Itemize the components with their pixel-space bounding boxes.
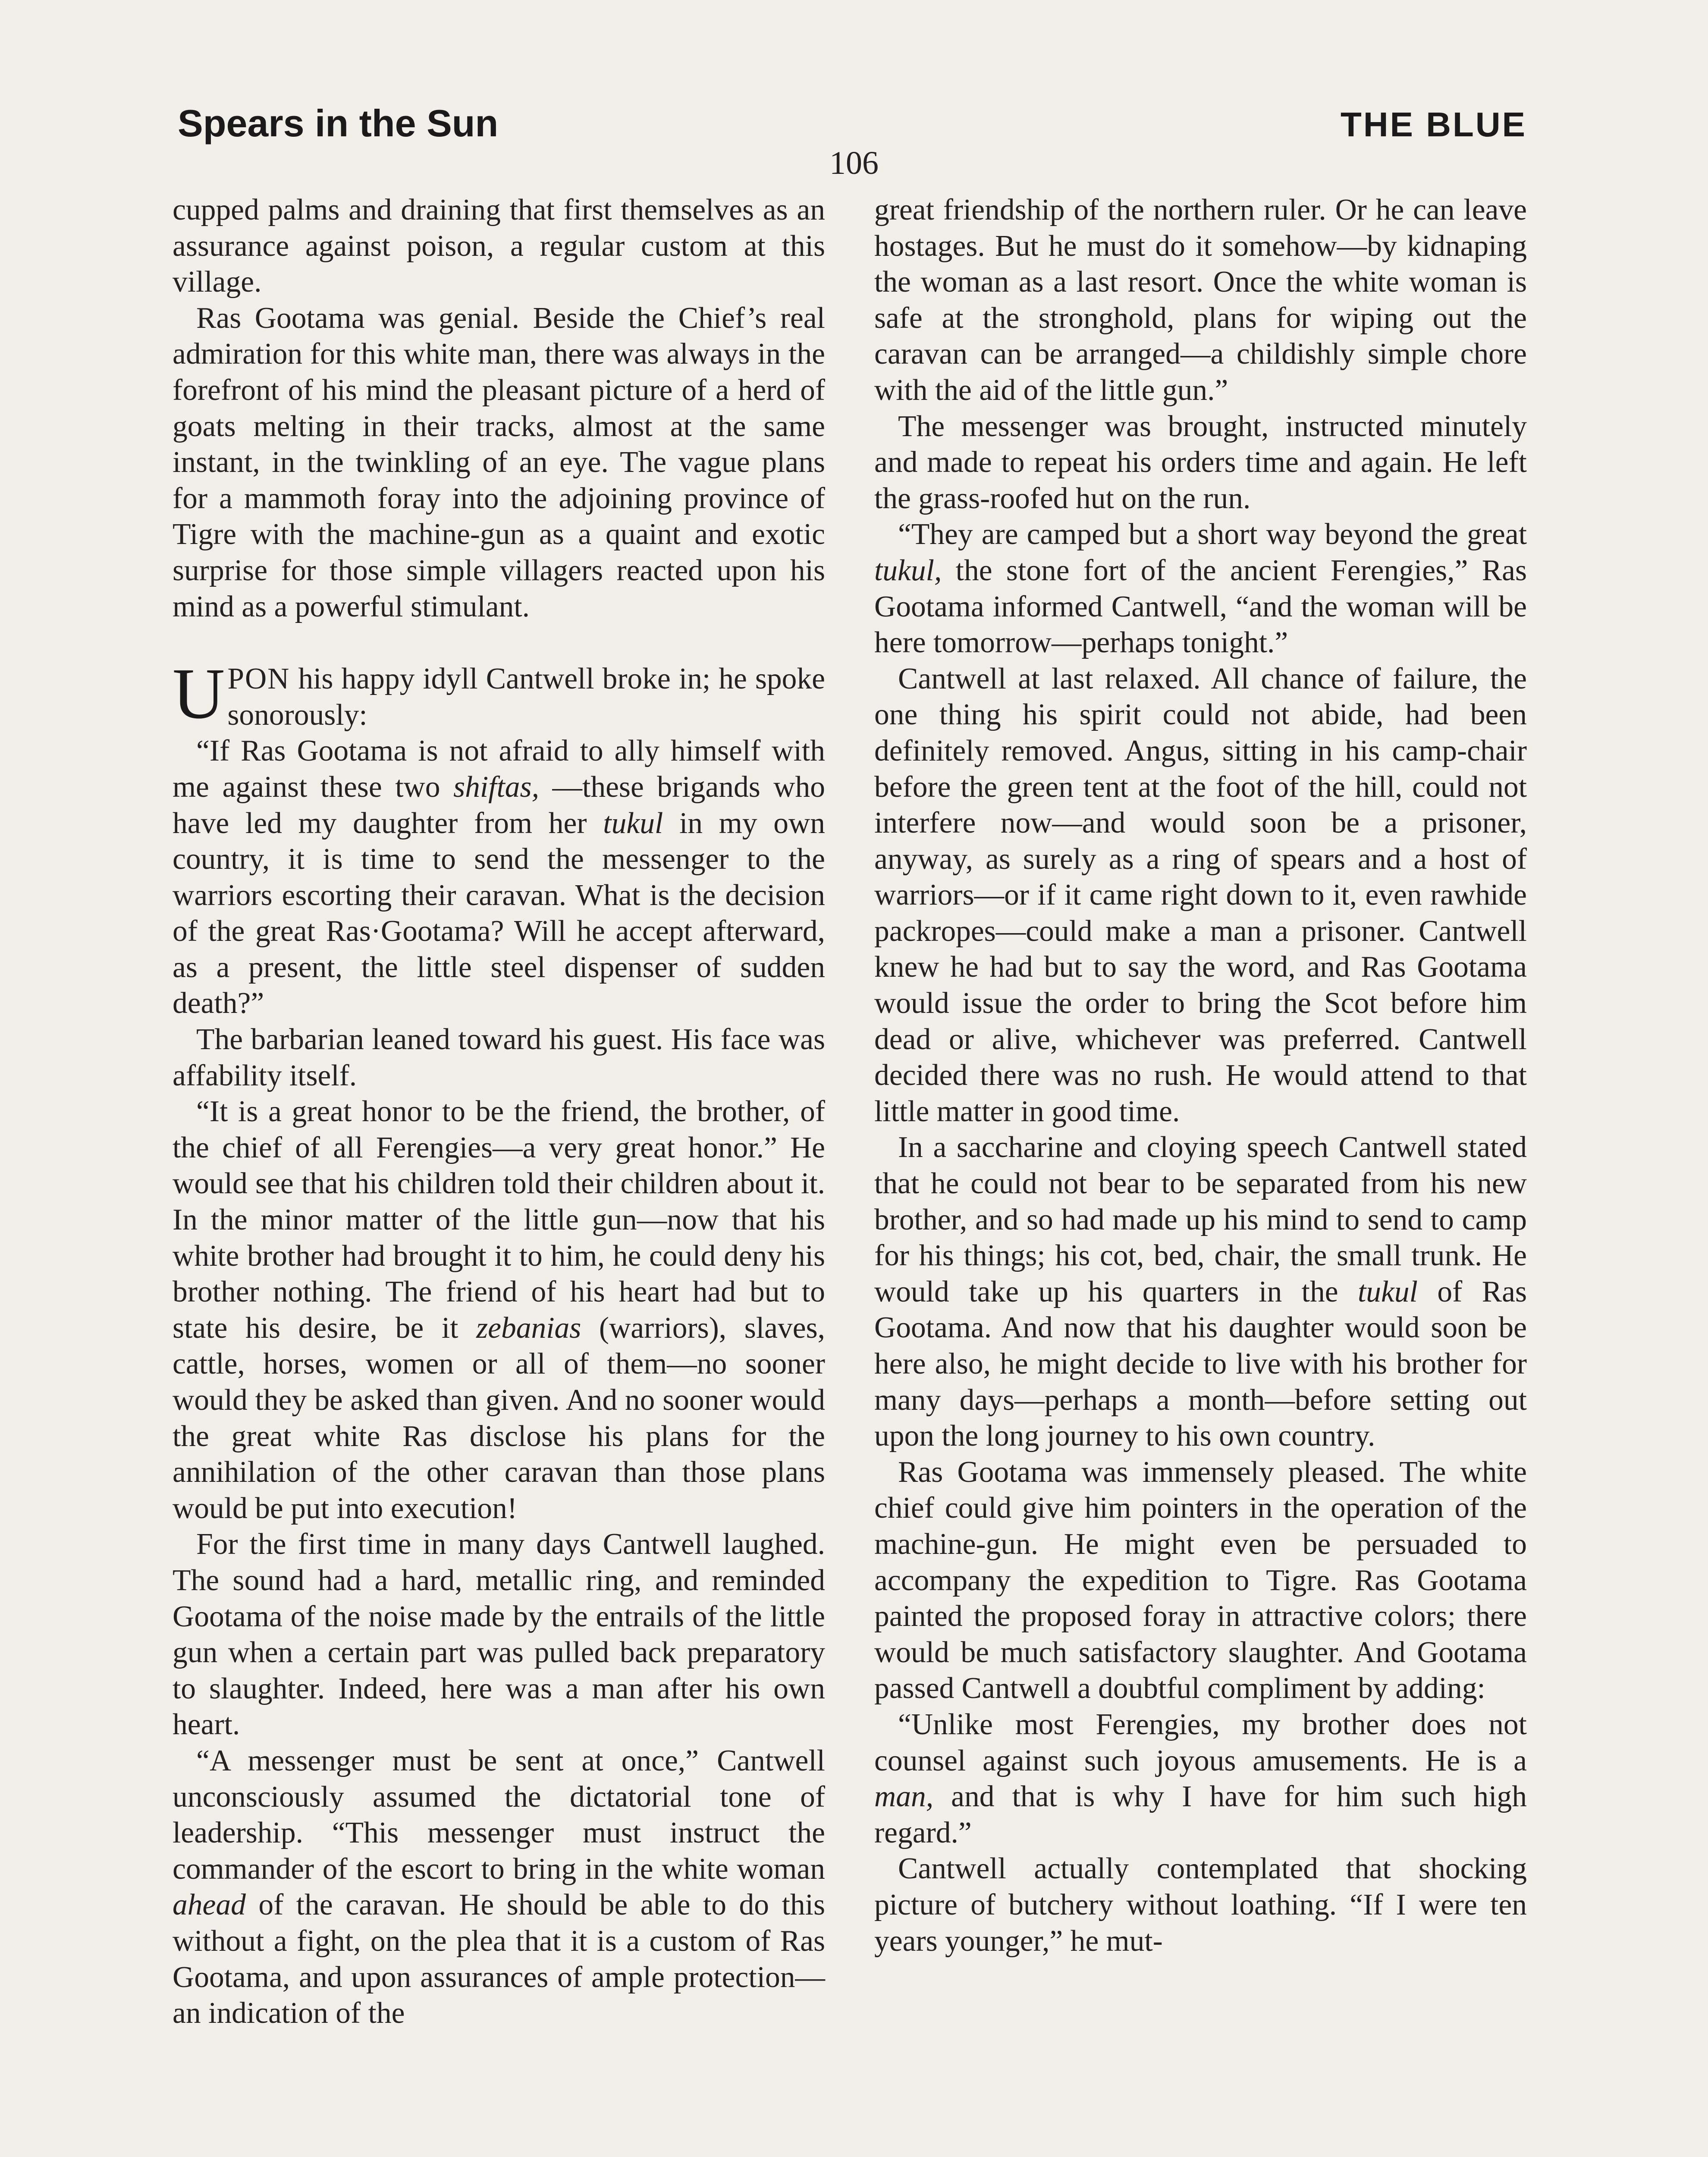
- paragraph-text: “They are camped but a short way beyond the great: [898, 518, 1527, 551]
- paragraph-text: Cantwell actually contemplated that shocking picture of butchery without loathing. “If I were ten years younger,” he mut-: [874, 1852, 1527, 1958]
- paragraph: [173, 1022, 825, 1094]
- paragraph: [874, 409, 1527, 517]
- story-title: Spears in the Sun: [178, 102, 499, 145]
- paragraph-text: In a saccharine and cloying speech Cantwell stated that he could not bear to be separated from his new brother, and so had made up his mind to send to camp for his things; his cot, bed, chair, the small trunk. He would take up his quarters in the: [874, 1131, 1527, 1308]
- dropcap-paragraph: [173, 654, 825, 734]
- paragraph-text: (warriors), slaves, cattle, horses, women or all of them—no sooner would they be asked than given. And no sooner would the great white Ras disclose his plans for the annihilation of the other caravan than those plans would be put into execution!: [173, 1311, 825, 1525]
- paragraph-text: The messenger was brought, instructed minutely and made to repeat his orders time and again. He left the grass-roofed hut on the run.: [874, 409, 1527, 515]
- page-number: 106: [829, 145, 879, 181]
- paragraph-text: Cantwell at last relaxed. All chance of failure, the one thing his spirit could not abide, had been definitely removed. Angus, sitting in his camp-chair before the green tent at the foot of the hill, could not interfere now—and would soon be a prisoner, anyway, as surely as a ring of spears and a host of warriors—or if it came right down to it, even rawhide packropes—could make a man a prisoner. Cantwell knew he had but to say the word, and Ras Gootama would issue the order to bring the Scot before him dead or alive, whichever was preferred. Cantwell decided there was no rush. He would attend to that little matter in good time.: [874, 662, 1527, 1128]
- italic-text: shiftas,: [453, 770, 539, 804]
- italic-text: ahead: [173, 1888, 246, 1922]
- paragraph: [874, 516, 1527, 660]
- paragraph-text: great friendship of the northern ruler. Or he can leave hostages. But he must do it somehow—by kidnaping the woman as a last resort. Once the white woman is safe at the stronghold, plans for wiping out the caravan can be arranged—a childishly simple chore with the aid of the little gun.”: [874, 193, 1527, 407]
- paragraph: [173, 192, 825, 300]
- magazine-title: THE BLUE: [1341, 105, 1527, 144]
- paragraph-text: “A messenger must be sent at once,” Cantwell unconsciously assumed the dictatorial tone of leadership. “This messenger must instruct the commander of the escort to bring in the white woman: [173, 1744, 825, 1886]
- dropcap-paragraph-text: his happy idyll Cantwell broke in; he spoke sonorously:: [227, 662, 825, 732]
- paragraph-text: the stone fort of the ancient Ferengies,” Ras Gootama informed Cantwell, “and the woman will be here tomorrow—perhaps tonight.”: [874, 553, 1527, 660]
- italic-text: tukul: [603, 806, 663, 840]
- paragraph: [874, 1707, 1527, 1851]
- left-column: [173, 192, 825, 2031]
- paragraph-text: —these brigands who have led my daughter from her: [173, 770, 825, 840]
- running-header: [178, 101, 1527, 145]
- paragraph: [874, 192, 1527, 409]
- paragraph: [874, 1129, 1527, 1454]
- paragraph-text: and that is why I have for him such high regard.”: [874, 1780, 1527, 1849]
- italic-text: tukul: [1358, 1275, 1418, 1308]
- paragraph: [874, 1454, 1527, 1707]
- paragraph: [173, 1743, 825, 2031]
- paragraph: [173, 300, 825, 625]
- paragraph-text: “It is a great honor to be the friend, the brother, of the chief of all Ferengies—a very great honor.” He would see that his children told their children about it. In the minor matter of the little gun—now that his white brother had brought it to him, he could deny his brother nothing. The friend of his heart had but to state his desire, be it: [173, 1095, 825, 1345]
- paragraph-text: cupped palms and draining that first themselves as an assurance against poison, a regular custom at this village.: [173, 193, 825, 299]
- paragraph-text: “Unlike most Ferengies, my brother does not counsel against such joyous amusements. He is a: [874, 1707, 1527, 1777]
- italic-text: man,: [874, 1780, 934, 1814]
- drop-cap-letter: U: [173, 654, 225, 734]
- paragraph-text: Ras Gootama was genial. Beside the Chief’s real admiration for this white man, there was always in the forefront of his mind the pleasant picture of a herd of goats melting in their tracks, almost at the same instant, in the twinkling of an eye. The vague plans for a mammoth foray into the adjoining province of Tigre with the machine-gun as a quaint and exotic surprise for those simple villagers reacted upon his mind as a powerful stimulant.: [173, 301, 825, 623]
- paragraph-text: Ras Gootama was immensely pleased. The white chief could give him pointers in the operation of the machine-gun. He might even be persuaded to accompany the expedition to Tigre. Ras Gootama painted the proposed foray in attractive colors; there would be much satisfactory slaughter. And Gootama passed Cantwell a doubtful compliment by adding:: [874, 1455, 1527, 1705]
- paragraph-text: “If Ras Gootama is not afraid to ally himself with me against these two: [173, 734, 825, 804]
- left-column-opening: [173, 192, 825, 625]
- italic-text: tukul,: [874, 553, 942, 587]
- paragraph: [874, 661, 1527, 1130]
- paragraph-text: in my own country, it is time to send the messenger to the warriors escorting their caravan. What is the decision of the great Ras·Gootama? Will he accept afterward, as a present, the little steel dispenser of sudden death?”: [173, 806, 825, 1020]
- paragraph-text: of Ras Gootama. And now that his daughter would soon be here also, he might decide to live with his brother for many days—perhaps a month—before setting out upon the long journey to his own country.: [874, 1275, 1527, 1453]
- right-column: [874, 192, 1527, 1959]
- paragraph: [874, 1851, 1527, 1959]
- drop-cap-continuation: PON: [227, 662, 290, 696]
- paragraph-text: The barbarian leaned toward his guest. His face was affability itself.: [173, 1023, 825, 1092]
- italic-text: zebanias: [476, 1311, 581, 1345]
- left-column-body: [173, 733, 825, 2031]
- paragraph-text: For the first time in many days Cantwell laughed. The sound had a hard, metallic ring, and reminded Gootama of the noise made by the entrails of the little gun when a certain part was pulled back preparatory to slaughter. Indeed, here was a man after his own heart.: [173, 1528, 825, 1742]
- right-column-body: [874, 192, 1527, 1959]
- paragraph: [173, 1094, 825, 1526]
- paragraph: [173, 1526, 825, 1743]
- paragraph-text: of the caravan. He should be able to do this without a fight, on the plea that it is a custom of Ras Gootama, and upon assurances of ample protection—an indication of the: [173, 1888, 825, 2030]
- paragraph: [173, 733, 825, 1022]
